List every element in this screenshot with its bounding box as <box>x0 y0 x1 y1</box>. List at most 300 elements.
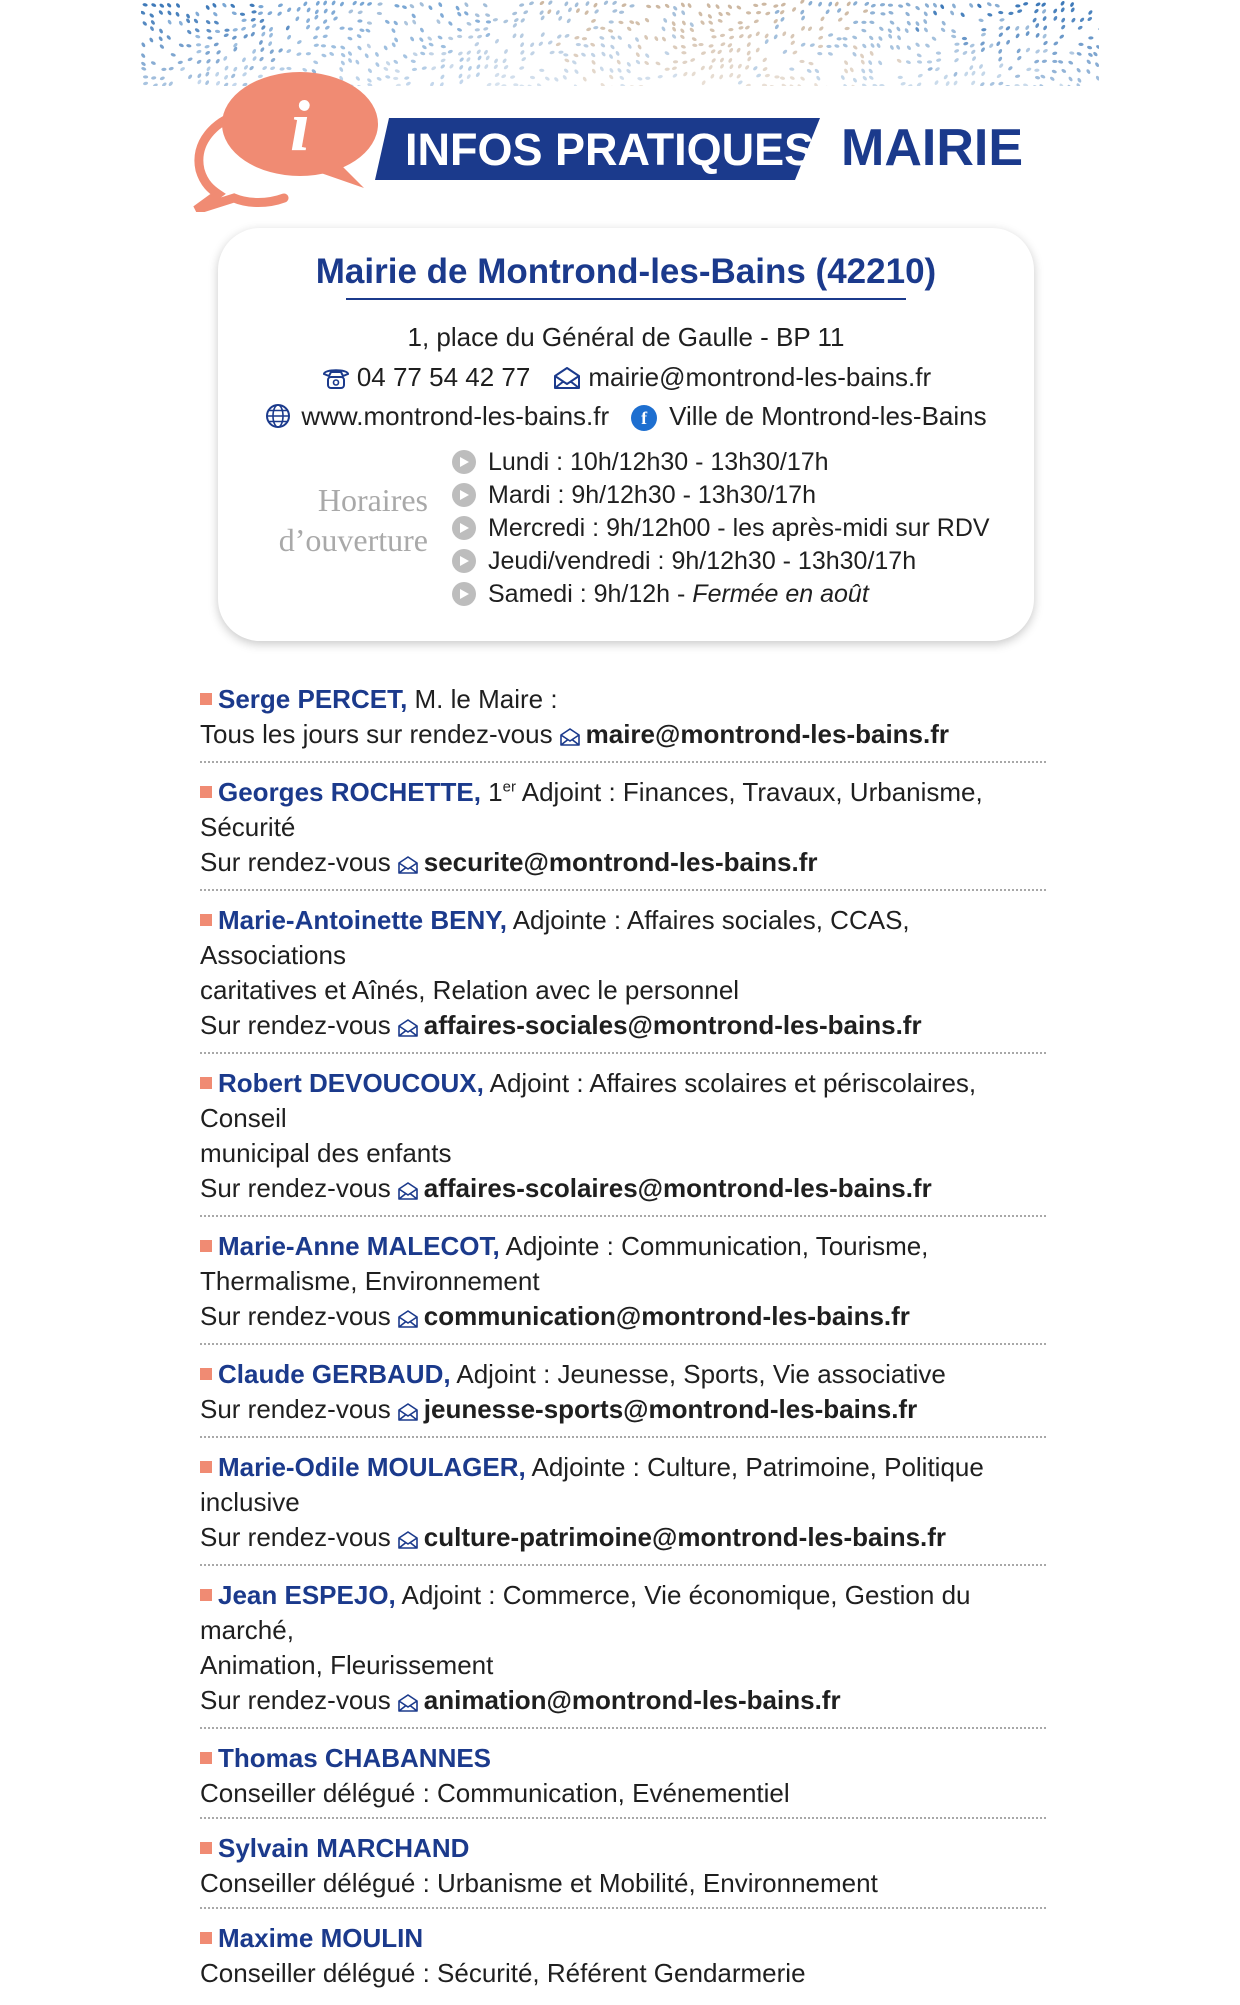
pattern-dot <box>617 67 623 73</box>
square-bullet-icon <box>200 1461 212 1473</box>
pattern-dot <box>692 43 698 47</box>
pattern-dot <box>409 36 415 42</box>
pattern-dot <box>904 28 909 34</box>
pattern-dot <box>493 58 498 64</box>
pattern-dot <box>457 35 462 39</box>
pattern-dot <box>715 4 721 10</box>
pattern-dot <box>915 42 921 48</box>
pattern-dot <box>861 28 867 33</box>
pattern-dot <box>186 29 192 35</box>
pattern-dot <box>322 0 327 6</box>
pattern-dot <box>466 21 472 26</box>
member-contact-line <box>200 1299 1046 1337</box>
pattern-dot <box>158 10 164 16</box>
pattern-dot <box>951 34 957 38</box>
pattern-dot <box>853 20 859 24</box>
member-name: Marie-Anne MALECOT, <box>218 1231 500 1261</box>
pattern-dot <box>357 10 363 15</box>
pattern-dot <box>585 1 590 7</box>
pattern-dot <box>680 10 685 16</box>
pattern-dot <box>773 4 779 8</box>
pattern-dot <box>608 53 614 59</box>
pattern-dot <box>762 83 767 86</box>
pattern-dot <box>513 17 519 23</box>
pattern-dot <box>764 39 769 45</box>
member-email-link[interactable]: affaires-scolaires@montrond-les-bains.fr <box>424 1173 932 1203</box>
pattern-dot <box>142 21 148 27</box>
pattern-dot <box>418 37 424 43</box>
facebook-link[interactable]: Ville de Montrond-les-Bains <box>669 401 986 431</box>
member-email-link[interactable]: affaires-sociales@montrond-les-bains.fr <box>424 1010 922 1040</box>
pattern-dot <box>204 44 210 48</box>
pattern-dot <box>820 16 826 22</box>
pattern-dot <box>907 83 913 86</box>
member-role-line: Conseiller délégué : Urbanisme et Mobilité, Environnement <box>200 1866 1046 1901</box>
envelope-icon <box>397 1011 419 1046</box>
pattern-dot <box>544 76 550 82</box>
pattern-dot <box>221 2 227 8</box>
pattern-dot <box>455 5 460 11</box>
square-bullet-icon <box>200 1932 212 1944</box>
pattern-dot <box>1059 83 1065 86</box>
pattern-dot <box>664 67 670 71</box>
pattern-dot <box>682 71 688 77</box>
pattern-dot <box>844 27 850 31</box>
pattern-dot <box>970 49 976 55</box>
team-member <box>200 1917 1046 1997</box>
pattern-dot <box>1059 34 1065 40</box>
pattern-dot <box>411 19 416 25</box>
pattern-dot <box>646 4 652 8</box>
pattern-dot <box>547 40 553 46</box>
pattern-dot <box>485 55 490 61</box>
pattern-dot <box>738 26 744 31</box>
pattern-dot <box>610 44 616 50</box>
pattern-dot <box>889 44 894 50</box>
pattern-dot <box>979 81 985 86</box>
pattern-dot <box>1086 59 1092 65</box>
pattern-dot <box>698 11 704 17</box>
pattern-dot <box>737 80 743 86</box>
pattern-dot <box>962 37 967 40</box>
pattern-dot <box>1039 83 1045 86</box>
pattern-dot <box>571 59 577 65</box>
pattern-dot <box>268 32 273 38</box>
pattern-dot <box>996 41 1002 47</box>
pattern-dot <box>689 22 695 28</box>
pattern-dot <box>377 12 382 16</box>
pattern-dot <box>852 45 858 51</box>
pattern-dot <box>250 31 256 37</box>
pattern-dot <box>420 51 426 56</box>
pattern-dot <box>643 34 648 40</box>
pattern-dot <box>538 41 544 47</box>
pattern-dot <box>915 21 920 27</box>
pattern-dot <box>286 67 291 71</box>
member-role-rest: Adjoint : Finances, Travaux, Urbanisme, Sécurité <box>200 777 983 842</box>
pattern-dot <box>755 47 760 53</box>
banner-title: INFOS PRATIQUES <box>405 124 814 176</box>
pattern-dot <box>348 27 353 31</box>
pattern-dot <box>207 36 212 40</box>
pattern-dot <box>861 21 866 24</box>
member-email-link[interactable]: animation@montrond-les-bains.fr <box>424 1685 841 1715</box>
pattern-dot <box>755 31 761 37</box>
pattern-dot <box>440 45 446 49</box>
pattern-dot <box>609 20 614 23</box>
pattern-dot <box>827 51 833 56</box>
pattern-dot <box>277 11 283 17</box>
pattern-dot <box>927 67 933 72</box>
pattern-dot <box>484 64 490 70</box>
team-member <box>200 1062 1046 1217</box>
pattern-dot <box>1095 44 1099 49</box>
pattern-dot <box>483 27 489 32</box>
pattern-dot <box>477 34 483 39</box>
pattern-dot <box>635 59 641 65</box>
pattern-dot <box>206 28 212 33</box>
member-email-link[interactable]: maire@montrond-les-bains.fr <box>586 719 949 749</box>
pattern-dot <box>789 75 795 80</box>
team-member <box>200 678 1046 763</box>
pattern-dot <box>375 62 381 68</box>
pattern-dot <box>872 83 878 86</box>
pattern-dot <box>401 5 407 10</box>
pattern-dot <box>671 26 677 32</box>
pattern-dot <box>539 10 545 16</box>
pattern-dot <box>719 57 725 63</box>
pattern-dot <box>849 67 854 73</box>
pattern-dot <box>836 37 841 40</box>
pattern-dot <box>852 77 858 83</box>
pattern-dot <box>600 26 605 30</box>
pattern-dot <box>483 49 489 55</box>
pattern-dot <box>1052 51 1058 56</box>
pattern-dot <box>1042 59 1048 63</box>
square-bullet-icon <box>200 786 212 798</box>
pattern-dot <box>431 66 437 71</box>
pattern-dot <box>259 18 265 24</box>
pattern-dot <box>267 41 272 47</box>
pattern-dot <box>644 17 650 23</box>
pattern-dot <box>680 28 686 34</box>
pattern-dot <box>1078 43 1083 47</box>
pattern-dot <box>313 60 319 65</box>
pattern-dot <box>475 19 481 23</box>
pattern-dot <box>493 64 499 70</box>
pattern-dot <box>655 61 661 66</box>
member-contact-line <box>200 1171 1046 1209</box>
envelope-icon <box>397 1523 419 1558</box>
pattern-dot <box>305 24 311 30</box>
pattern-dot <box>978 18 984 22</box>
pattern-dot <box>765 11 771 16</box>
pattern-dot <box>477 55 482 61</box>
pattern-dot <box>645 77 650 80</box>
pattern-dot <box>896 26 902 32</box>
pattern-dot <box>905 2 911 7</box>
pattern-dot <box>932 2 938 8</box>
pattern-dot <box>175 11 180 17</box>
pattern-dot <box>149 13 155 19</box>
pattern-dot <box>168 66 174 71</box>
pattern-dot <box>152 83 158 86</box>
pattern-dot <box>708 20 714 26</box>
pattern-dot <box>618 20 624 24</box>
pattern-dot <box>986 1 992 7</box>
pattern-dot <box>503 48 508 54</box>
pattern-dot <box>177 60 183 64</box>
pattern-dot <box>981 28 987 32</box>
pattern-dot <box>485 13 491 18</box>
phone-link[interactable]: 04 77 54 42 77 <box>357 362 531 392</box>
pattern-dot <box>825 9 831 15</box>
pattern-dot <box>861 83 867 86</box>
pattern-dot <box>357 45 363 51</box>
pattern-dot <box>989 81 995 86</box>
pattern-dot <box>194 27 200 33</box>
pattern-dot <box>259 56 265 62</box>
pattern-dot <box>574 69 580 75</box>
pattern-dot <box>953 71 958 77</box>
member-email-link[interactable]: jeunesse-sports@montrond-les-bains.fr <box>424 1394 917 1424</box>
pattern-dot <box>860 68 866 74</box>
pattern-dot <box>501 74 507 79</box>
member-name: Claude GERBAUD, <box>218 1359 451 1389</box>
pattern-dot <box>861 43 867 49</box>
pattern-dot <box>934 66 940 72</box>
pattern-dot <box>610 85 616 86</box>
pattern-dot <box>521 56 527 62</box>
pattern-dot <box>260 25 266 31</box>
pattern-dot <box>840 74 845 80</box>
pattern-dot <box>1068 76 1074 82</box>
pattern-dot <box>421 44 427 50</box>
pattern-dot <box>868 75 874 81</box>
member-contact-line <box>200 1008 1046 1046</box>
member-name: Thomas CHABANNES <box>218 1743 491 1773</box>
pattern-dot <box>1060 0 1066 6</box>
pattern-dot <box>851 84 857 86</box>
pattern-dot <box>600 82 606 86</box>
pattern-dot <box>1076 51 1082 56</box>
pattern-dot <box>996 73 1002 79</box>
pattern-dot <box>583 44 589 49</box>
pattern-dot <box>834 1 839 7</box>
pattern-dot <box>161 68 166 72</box>
website-link[interactable]: www.montrond-les-bains.fr <box>301 401 609 431</box>
pattern-dot <box>814 68 820 74</box>
pattern-dot <box>706 3 711 9</box>
pattern-dot <box>232 28 238 33</box>
pattern-dot <box>364 53 369 59</box>
pattern-dot <box>664 3 670 9</box>
pattern-dot <box>1034 68 1039 72</box>
pattern-dot <box>998 81 1004 86</box>
pattern-dot <box>818 35 824 40</box>
pattern-dot <box>764 73 770 77</box>
pattern-dot <box>296 52 302 57</box>
pattern-dot <box>322 34 328 39</box>
square-bullet-icon <box>200 914 212 926</box>
pattern-dot <box>448 36 454 41</box>
pattern-dot <box>365 28 371 33</box>
pattern-dot <box>601 51 607 57</box>
pattern-dot <box>599 35 605 40</box>
pattern-dot <box>574 35 580 40</box>
pattern-dot <box>843 60 849 66</box>
pattern-dot <box>953 80 958 86</box>
pattern-dot <box>573 84 578 86</box>
email-link[interactable]: mairie@montrond-les-bains.fr <box>588 362 931 392</box>
pattern-dot <box>900 81 906 86</box>
pattern-dot <box>868 68 874 74</box>
pattern-dot <box>178 20 183 26</box>
pattern-dot <box>206 66 212 72</box>
hours-item: Mardi : 9h/12h30 - 13h30/17h <box>452 479 990 512</box>
pattern-dot <box>409 3 415 9</box>
pattern-dot <box>519 3 525 7</box>
pattern-dot <box>359 28 365 33</box>
pattern-dot <box>924 2 930 8</box>
member-heading <box>200 1741 1046 1776</box>
envelope-icon <box>397 1395 419 1430</box>
member-email-link[interactable]: securite@montrond-les-bains.fr <box>424 847 818 877</box>
pattern-dot <box>159 44 165 50</box>
pattern-dot <box>404 76 410 80</box>
pattern-dot <box>441 52 447 56</box>
pattern-dot <box>769 84 775 86</box>
pattern-dot <box>671 11 677 17</box>
pattern-dot <box>590 18 596 23</box>
pattern-dot <box>412 52 418 57</box>
pattern-dot <box>843 83 849 86</box>
pattern-dot <box>429 52 434 56</box>
team-member <box>200 1225 1046 1345</box>
pattern-dot <box>608 29 614 34</box>
pattern-dot <box>161 82 167 86</box>
pattern-dot <box>869 20 875 24</box>
pattern-dot <box>459 57 465 63</box>
pattern-dot <box>170 52 176 57</box>
pattern-dot <box>960 12 966 18</box>
pattern-dot <box>393 59 399 65</box>
pattern-dot <box>494 38 500 44</box>
pattern-dot <box>584 10 590 16</box>
pattern-dot <box>780 2 786 7</box>
pattern-dot <box>836 7 842 13</box>
team-member <box>200 1827 1046 1909</box>
team-member <box>200 1574 1046 1729</box>
pattern-dot <box>224 28 229 31</box>
svg-text:i: i <box>290 86 310 166</box>
member-heading <box>200 682 1046 717</box>
pattern-dot <box>1023 83 1029 86</box>
member-heading <box>200 1578 1046 1648</box>
pattern-dot <box>512 22 518 28</box>
pattern-dot <box>679 34 685 40</box>
pattern-dot <box>887 33 892 39</box>
pattern-dot <box>1016 55 1022 61</box>
pattern-dot <box>141 10 146 15</box>
pattern-dot <box>539 68 545 72</box>
pattern-dot <box>151 3 157 8</box>
pattern-dot <box>672 73 678 79</box>
pattern-dot <box>943 74 949 80</box>
pattern-dot <box>779 9 785 15</box>
envelope-icon <box>559 720 581 755</box>
pattern-dot <box>558 50 563 54</box>
pattern-dot <box>736 47 742 53</box>
pattern-dot <box>1061 68 1067 74</box>
pattern-dot <box>474 41 480 47</box>
pattern-dot <box>486 82 492 86</box>
pattern-dot <box>429 81 435 86</box>
pattern-dot <box>377 2 383 6</box>
pattern-dot <box>405 81 411 86</box>
pattern-dot <box>286 34 292 40</box>
pattern-dot <box>998 11 1003 15</box>
pattern-dot <box>718 11 724 17</box>
pattern-dot <box>1098 27 1099 31</box>
pattern-dot <box>906 45 912 51</box>
pattern-dot <box>691 37 697 42</box>
pattern-dot <box>306 7 311 13</box>
pattern-dot <box>529 50 535 56</box>
member-email-link[interactable]: communication@montrond-les-bains.fr <box>424 1301 910 1331</box>
pattern-dot <box>976 3 982 9</box>
pattern-dot <box>151 76 157 80</box>
pattern-dot <box>657 75 663 79</box>
hours-item: Mercredi : 9h/12h00 - les après-midi sur RDV <box>452 512 990 545</box>
pattern-dot <box>774 24 780 30</box>
pattern-dot <box>738 21 743 24</box>
pattern-dot <box>1060 24 1066 30</box>
pattern-dot <box>312 35 318 40</box>
pattern-dot <box>166 2 172 8</box>
pattern-dot <box>970 80 976 86</box>
pattern-dot <box>150 60 156 65</box>
pattern-dot <box>842 37 848 41</box>
pattern-dot <box>916 53 922 58</box>
pattern-dot <box>923 27 929 33</box>
pattern-dot <box>980 71 986 77</box>
pattern-dot <box>799 60 804 63</box>
pattern-dot <box>230 3 236 9</box>
member-email-link[interactable]: culture-patrimoine@montrond-les-bains.fr <box>424 1522 946 1552</box>
pattern-dot <box>916 82 922 86</box>
pattern-dot <box>195 11 201 17</box>
square-bullet-icon <box>200 693 212 705</box>
pattern-dot <box>905 11 911 17</box>
pattern-dot <box>764 33 769 39</box>
member-role: Adjoint : Commerce, Vie économique, Gestion du marché, <box>200 1580 970 1645</box>
pattern-dot <box>591 68 596 74</box>
team-member <box>200 899 1046 1054</box>
pattern-dot <box>708 44 714 49</box>
pattern-dot <box>817 52 823 56</box>
phone-icon <box>321 364 351 398</box>
pattern-dot <box>367 21 373 25</box>
pattern-dot <box>729 35 735 40</box>
pattern-dot <box>564 58 570 63</box>
pattern-dot <box>1007 65 1013 71</box>
pattern-dot <box>867 60 872 66</box>
pattern-dot <box>936 51 941 55</box>
pattern-dot <box>790 40 796 46</box>
pattern-dot <box>863 9 869 14</box>
pattern-dot <box>1015 33 1020 39</box>
